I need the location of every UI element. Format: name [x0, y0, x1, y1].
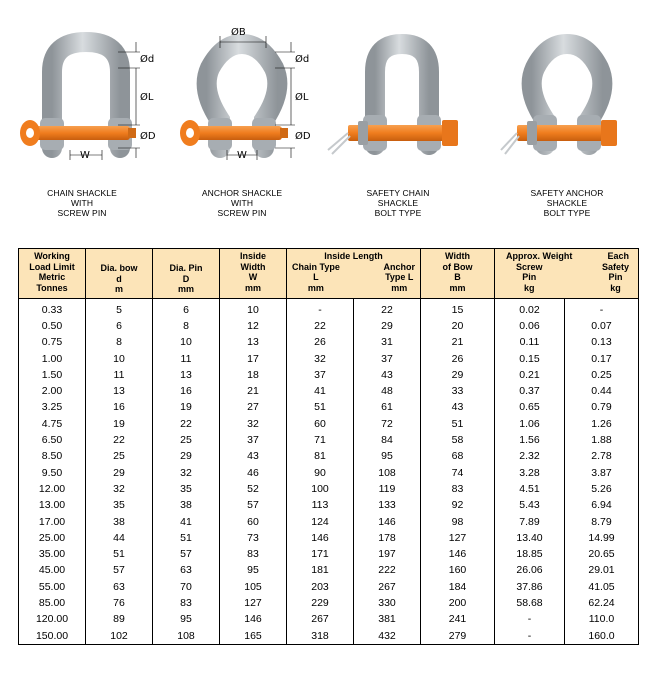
cell-weight-safety-pin: 8.79: [565, 513, 639, 529]
cell-inside-width: 60: [220, 513, 287, 529]
table-row: [19, 530, 639, 546]
table-row: [19, 595, 639, 611]
cell-width-bow: 279: [421, 627, 495, 644]
cell-inside-width: 52: [220, 481, 287, 497]
dim-B-label: ØB: [231, 27, 246, 38]
cell-width-bow: 200: [421, 595, 495, 611]
cell-dia-pin: 38: [153, 497, 220, 513]
cell-weight-safety-pin: 41.05: [565, 579, 639, 595]
cell-inside-width: 37: [220, 432, 287, 448]
table-row: [19, 513, 639, 529]
cell-wll: 9.50: [19, 464, 86, 480]
cell-inside-width: 73: [220, 530, 287, 546]
table-row: [19, 432, 639, 448]
cell-width-bow: 51: [421, 416, 495, 432]
cell-weight-safety-pin: 6.94: [565, 497, 639, 513]
cell-anchor-type-length: 119: [354, 481, 421, 497]
cell-weight-screw-pin: 0.11: [495, 334, 565, 350]
cell-weight-screw-pin: 3.28: [495, 464, 565, 480]
cell-inside-width: 83: [220, 546, 287, 562]
cell-dia-bow: 51: [86, 546, 153, 562]
cell-chain-type-length: 37: [287, 367, 354, 383]
header-inside-width: Inside Width W mm: [220, 249, 287, 299]
cell-inside-width: 57: [220, 497, 287, 513]
cell-dia-bow: 76: [86, 595, 153, 611]
cell-width-bow: 29: [421, 367, 495, 383]
anchor-shackle-figure: [165, 0, 340, 240]
cell-dia-bow: 57: [86, 562, 153, 578]
cell-anchor-type-length: 146: [354, 513, 421, 529]
cell-inside-width: 165: [220, 627, 287, 644]
cell-inside-width: 95: [220, 562, 287, 578]
cell-anchor-type-length: 267: [354, 579, 421, 595]
anchor-shackle-illustration: [165, 0, 340, 185]
table-row: [19, 298, 639, 318]
cell-width-bow: 58: [421, 432, 495, 448]
cell-dia-pin: 16: [153, 383, 220, 399]
chain-shackle-caption: CHAIN SHACKLE WITH SCREW PIN: [47, 188, 117, 218]
cell-weight-safety-pin: 20.65: [565, 546, 639, 562]
cell-dia-pin: 8: [153, 318, 220, 334]
cell-width-bow: 43: [421, 399, 495, 415]
header-chain-type: Chain Type L mm: [292, 261, 340, 293]
cell-dia-pin: 32: [153, 464, 220, 480]
cell-anchor-type-length: 197: [354, 546, 421, 562]
cell-weight-screw-pin: 0.06: [495, 318, 565, 334]
table-row: [19, 334, 639, 350]
cell-chain-type-length: 171: [287, 546, 354, 562]
cell-width-bow: 33: [421, 383, 495, 399]
dim-d-label: Ød: [140, 54, 155, 65]
safety-chain-shackle-caption: SAFETY CHAIN SHACKLE BOLT TYPE: [366, 188, 430, 218]
cell-width-bow: 74: [421, 464, 495, 480]
cell-dia-pin: 29: [153, 448, 220, 464]
cell-dia-pin: 95: [153, 611, 220, 627]
cell-weight-safety-pin: 0.07: [565, 318, 639, 334]
cell-dia-pin: 51: [153, 530, 220, 546]
cell-wll: 4.75: [19, 416, 86, 432]
safety-anchor-shackle-figure: [487, 0, 657, 240]
cell-weight-safety-pin: 2.78: [565, 448, 639, 464]
safety-chain-shackle-illustration: [320, 0, 490, 185]
cell-inside-width: 12: [220, 318, 287, 334]
header-dia-bow: Dia. bow d m: [86, 249, 153, 299]
cell-dia-pin: 70: [153, 579, 220, 595]
table-row: [19, 464, 639, 480]
cell-chain-type-length: 229: [287, 595, 354, 611]
cell-weight-screw-pin: 0.37: [495, 383, 565, 399]
cell-width-bow: 241: [421, 611, 495, 627]
safety-anchor-shackle-illustration: [487, 0, 657, 185]
cell-weight-safety-pin: 5.26: [565, 481, 639, 497]
cell-chain-type-length: 81: [287, 448, 354, 464]
cell-dia-bow: 11: [86, 367, 153, 383]
cell-wll: 13.00: [19, 497, 86, 513]
cell-weight-screw-pin: 0.02: [495, 298, 565, 318]
cell-weight-screw-pin: 0.21: [495, 367, 565, 383]
cell-dia-bow: 25: [86, 448, 153, 464]
header-inside-length: Inside Length Chain Type L mm Anchor Type L mm: [287, 249, 421, 299]
cell-dia-bow: 35: [86, 497, 153, 513]
cell-anchor-type-length: 330: [354, 595, 421, 611]
cell-dia-bow: 102: [86, 627, 153, 644]
cell-chain-type-length: 113: [287, 497, 354, 513]
dim-l-label: ØL: [140, 92, 154, 103]
table-row: [19, 318, 639, 334]
cell-wll: 25.00: [19, 530, 86, 546]
cell-inside-width: 10: [220, 298, 287, 318]
cell-weight-screw-pin: -: [495, 611, 565, 627]
cell-anchor-type-length: 61: [354, 399, 421, 415]
cell-anchor-type-length: 95: [354, 448, 421, 464]
cell-weight-safety-pin: -: [565, 298, 639, 318]
cell-dia-bow: 13: [86, 383, 153, 399]
cell-weight-safety-pin: 0.44: [565, 383, 639, 399]
cell-width-bow: 26: [421, 350, 495, 366]
table-row: [19, 611, 639, 627]
table-row: [19, 627, 639, 644]
cell-chain-type-length: 51: [287, 399, 354, 415]
cell-anchor-type-length: 43: [354, 367, 421, 383]
cell-wll: 6.50: [19, 432, 86, 448]
dim-d-label: Ød: [295, 54, 310, 65]
cell-chain-type-length: 181: [287, 562, 354, 578]
cell-wll: 3.25: [19, 399, 86, 415]
cell-anchor-type-length: 72: [354, 416, 421, 432]
cell-anchor-type-length: 222: [354, 562, 421, 578]
cell-dia-pin: 108: [153, 627, 220, 644]
cell-width-bow: 160: [421, 562, 495, 578]
cell-chain-type-length: 124: [287, 513, 354, 529]
cell-width-bow: 184: [421, 579, 495, 595]
chain-shackle-figure: [0, 0, 170, 240]
cell-wll: 12.00: [19, 481, 86, 497]
cell-anchor-type-length: 48: [354, 383, 421, 399]
cell-chain-type-length: -: [287, 298, 354, 318]
cell-chain-type-length: 90: [287, 464, 354, 480]
table-body: [19, 298, 639, 644]
cell-chain-type-length: 318: [287, 627, 354, 644]
header-dia-pin: Dia. Pin D mm: [153, 249, 220, 299]
cell-inside-width: 43: [220, 448, 287, 464]
cell-dia-pin: 10: [153, 334, 220, 350]
cell-width-bow: 68: [421, 448, 495, 464]
cell-dia-bow: 44: [86, 530, 153, 546]
cell-weight-safety-pin: 0.17: [565, 350, 639, 366]
cell-weight-screw-pin: 4.51: [495, 481, 565, 497]
cell-chain-type-length: 60: [287, 416, 354, 432]
cell-dia-pin: 25: [153, 432, 220, 448]
cell-dia-bow: 8: [86, 334, 153, 350]
cell-weight-screw-pin: 18.85: [495, 546, 565, 562]
cell-dia-bow: 22: [86, 432, 153, 448]
dim-D-label: ØD: [140, 131, 156, 142]
cell-weight-screw-pin: 37.86: [495, 579, 565, 595]
cell-weight-screw-pin: 7.89: [495, 513, 565, 529]
cell-dia-bow: 5: [86, 298, 153, 318]
cell-weight-safety-pin: 0.13: [565, 334, 639, 350]
cell-inside-width: 18: [220, 367, 287, 383]
cell-inside-width: 127: [220, 595, 287, 611]
dim-w-label: W: [237, 150, 247, 161]
cell-wll: 17.00: [19, 513, 86, 529]
cell-wll: 45.00: [19, 562, 86, 578]
table-row: [19, 497, 639, 513]
cell-wll: 85.00: [19, 595, 86, 611]
cell-anchor-type-length: 133: [354, 497, 421, 513]
cell-weight-safety-pin: 110.0: [565, 611, 639, 627]
cell-inside-width: 13: [220, 334, 287, 350]
cell-width-bow: 21: [421, 334, 495, 350]
cell-dia-bow: 38: [86, 513, 153, 529]
cell-wll: 150.00: [19, 627, 86, 644]
cell-weight-safety-pin: 29.01: [565, 562, 639, 578]
cell-dia-pin: 35: [153, 481, 220, 497]
cell-anchor-type-length: 178: [354, 530, 421, 546]
table-row: [19, 383, 639, 399]
cell-anchor-type-length: 432: [354, 627, 421, 644]
header-safety-pin: Safety Pin kg: [602, 261, 630, 293]
cell-wll: 0.50: [19, 318, 86, 334]
cell-anchor-type-length: 108: [354, 464, 421, 480]
cell-weight-safety-pin: 0.79: [565, 399, 639, 415]
cell-dia-bow: 10: [86, 350, 153, 366]
header-anchor-type: Anchor Type L mm: [383, 261, 415, 293]
cell-chain-type-length: 267: [287, 611, 354, 627]
cell-weight-safety-pin: 1.88: [565, 432, 639, 448]
cell-wll: 2.00: [19, 383, 86, 399]
cell-dia-pin: 13: [153, 367, 220, 383]
cell-chain-type-length: 100: [287, 481, 354, 497]
cell-chain-type-length: 146: [287, 530, 354, 546]
dim-w-label: W: [80, 150, 90, 161]
cell-weight-screw-pin: -: [495, 627, 565, 644]
safety-chain-shackle-figure: [320, 0, 490, 240]
cell-wll: 1.00: [19, 350, 86, 366]
cell-dia-bow: 6: [86, 318, 153, 334]
cell-weight-safety-pin: 3.87: [565, 464, 639, 480]
cell-dia-pin: 22: [153, 416, 220, 432]
cell-weight-screw-pin: 1.56: [495, 432, 565, 448]
cell-dia-pin: 6: [153, 298, 220, 318]
cell-width-bow: 83: [421, 481, 495, 497]
cell-weight-screw-pin: 0.65: [495, 399, 565, 415]
cell-width-bow: 20: [421, 318, 495, 334]
table-row: [19, 546, 639, 562]
cell-chain-type-length: 71: [287, 432, 354, 448]
cell-chain-type-length: 26: [287, 334, 354, 350]
shackle-spec-table: [18, 248, 639, 645]
anchor-shackle-caption: ANCHOR SHACKLE WITH SCREW PIN: [201, 188, 283, 218]
cell-inside-width: 146: [220, 611, 287, 627]
cell-dia-bow: 63: [86, 579, 153, 595]
table-row: [19, 481, 639, 497]
cell-weight-screw-pin: 0.15: [495, 350, 565, 366]
cell-width-bow: 127: [421, 530, 495, 546]
cell-inside-width: 105: [220, 579, 287, 595]
cell-anchor-type-length: 84: [354, 432, 421, 448]
cell-chain-type-length: 41: [287, 383, 354, 399]
cell-wll: 0.75: [19, 334, 86, 350]
cell-inside-width: 27: [220, 399, 287, 415]
cell-inside-width: 32: [220, 416, 287, 432]
cell-dia-bow: 29: [86, 464, 153, 480]
cell-dia-pin: 57: [153, 546, 220, 562]
cell-chain-type-length: 22: [287, 318, 354, 334]
cell-wll: 1.50: [19, 367, 86, 383]
cell-weight-screw-pin: 5.43: [495, 497, 565, 513]
cell-width-bow: 15: [421, 298, 495, 318]
cell-wll: 8.50: [19, 448, 86, 464]
cell-wll: 0.33: [19, 298, 86, 318]
cell-width-bow: 146: [421, 546, 495, 562]
cell-anchor-type-length: 37: [354, 350, 421, 366]
table-row: [19, 416, 639, 432]
cell-inside-width: 46: [220, 464, 287, 480]
cell-weight-screw-pin: 13.40: [495, 530, 565, 546]
cell-dia-bow: 32: [86, 481, 153, 497]
cell-anchor-type-length: 29: [354, 318, 421, 334]
cell-dia-pin: 63: [153, 562, 220, 578]
cell-dia-pin: 83: [153, 595, 220, 611]
table-row: [19, 448, 639, 464]
cell-weight-screw-pin: 26.06: [495, 562, 565, 578]
cell-inside-width: 21: [220, 383, 287, 399]
cell-wll: 120.00: [19, 611, 86, 627]
dim-l-label: ØL: [295, 92, 309, 103]
table-row: [19, 562, 639, 578]
cell-weight-screw-pin: 1.06: [495, 416, 565, 432]
cell-width-bow: 92: [421, 497, 495, 513]
header-width-bow: Width of Bow B mm: [421, 249, 495, 299]
cell-dia-pin: 11: [153, 350, 220, 366]
cell-weight-safety-pin: 0.25: [565, 367, 639, 383]
dim-D-label: ØD: [295, 131, 311, 142]
cell-weight-safety-pin: 1.26: [565, 416, 639, 432]
cell-anchor-type-length: 381: [354, 611, 421, 627]
cell-weight-safety-pin: 160.0: [565, 627, 639, 644]
table-row: [19, 579, 639, 595]
cell-chain-type-length: 203: [287, 579, 354, 595]
safety-anchor-shackle-caption: SAFETY ANCHOR SHACKLE BOLT TYPE: [530, 188, 604, 218]
header-approx-weight: Approx. Weight Each Screw Pin kg Safety Pin kg: [495, 249, 639, 299]
cell-dia-pin: 41: [153, 513, 220, 529]
cell-weight-safety-pin: 62.24: [565, 595, 639, 611]
cell-wll: 55.00: [19, 579, 86, 595]
cell-inside-width: 17: [220, 350, 287, 366]
table-header-row: [19, 249, 639, 299]
cell-weight-screw-pin: 58.68: [495, 595, 565, 611]
cell-anchor-type-length: 31: [354, 334, 421, 350]
header-wll: Working Load Limit Metric Tonnes: [19, 249, 86, 299]
cell-dia-bow: 89: [86, 611, 153, 627]
cell-wll: 35.00: [19, 546, 86, 562]
cell-weight-screw-pin: 2.32: [495, 448, 565, 464]
cell-dia-pin: 19: [153, 399, 220, 415]
cell-width-bow: 98: [421, 513, 495, 529]
cell-chain-type-length: 32: [287, 350, 354, 366]
cell-anchor-type-length: 22: [354, 298, 421, 318]
table-row: [19, 350, 639, 366]
cell-dia-bow: 16: [86, 399, 153, 415]
cell-dia-bow: 19: [86, 416, 153, 432]
cell-weight-safety-pin: 14.99: [565, 530, 639, 546]
table-row: [19, 367, 639, 383]
table-row: [19, 399, 639, 415]
header-screw-pin: Screw Pin kg: [516, 261, 543, 293]
